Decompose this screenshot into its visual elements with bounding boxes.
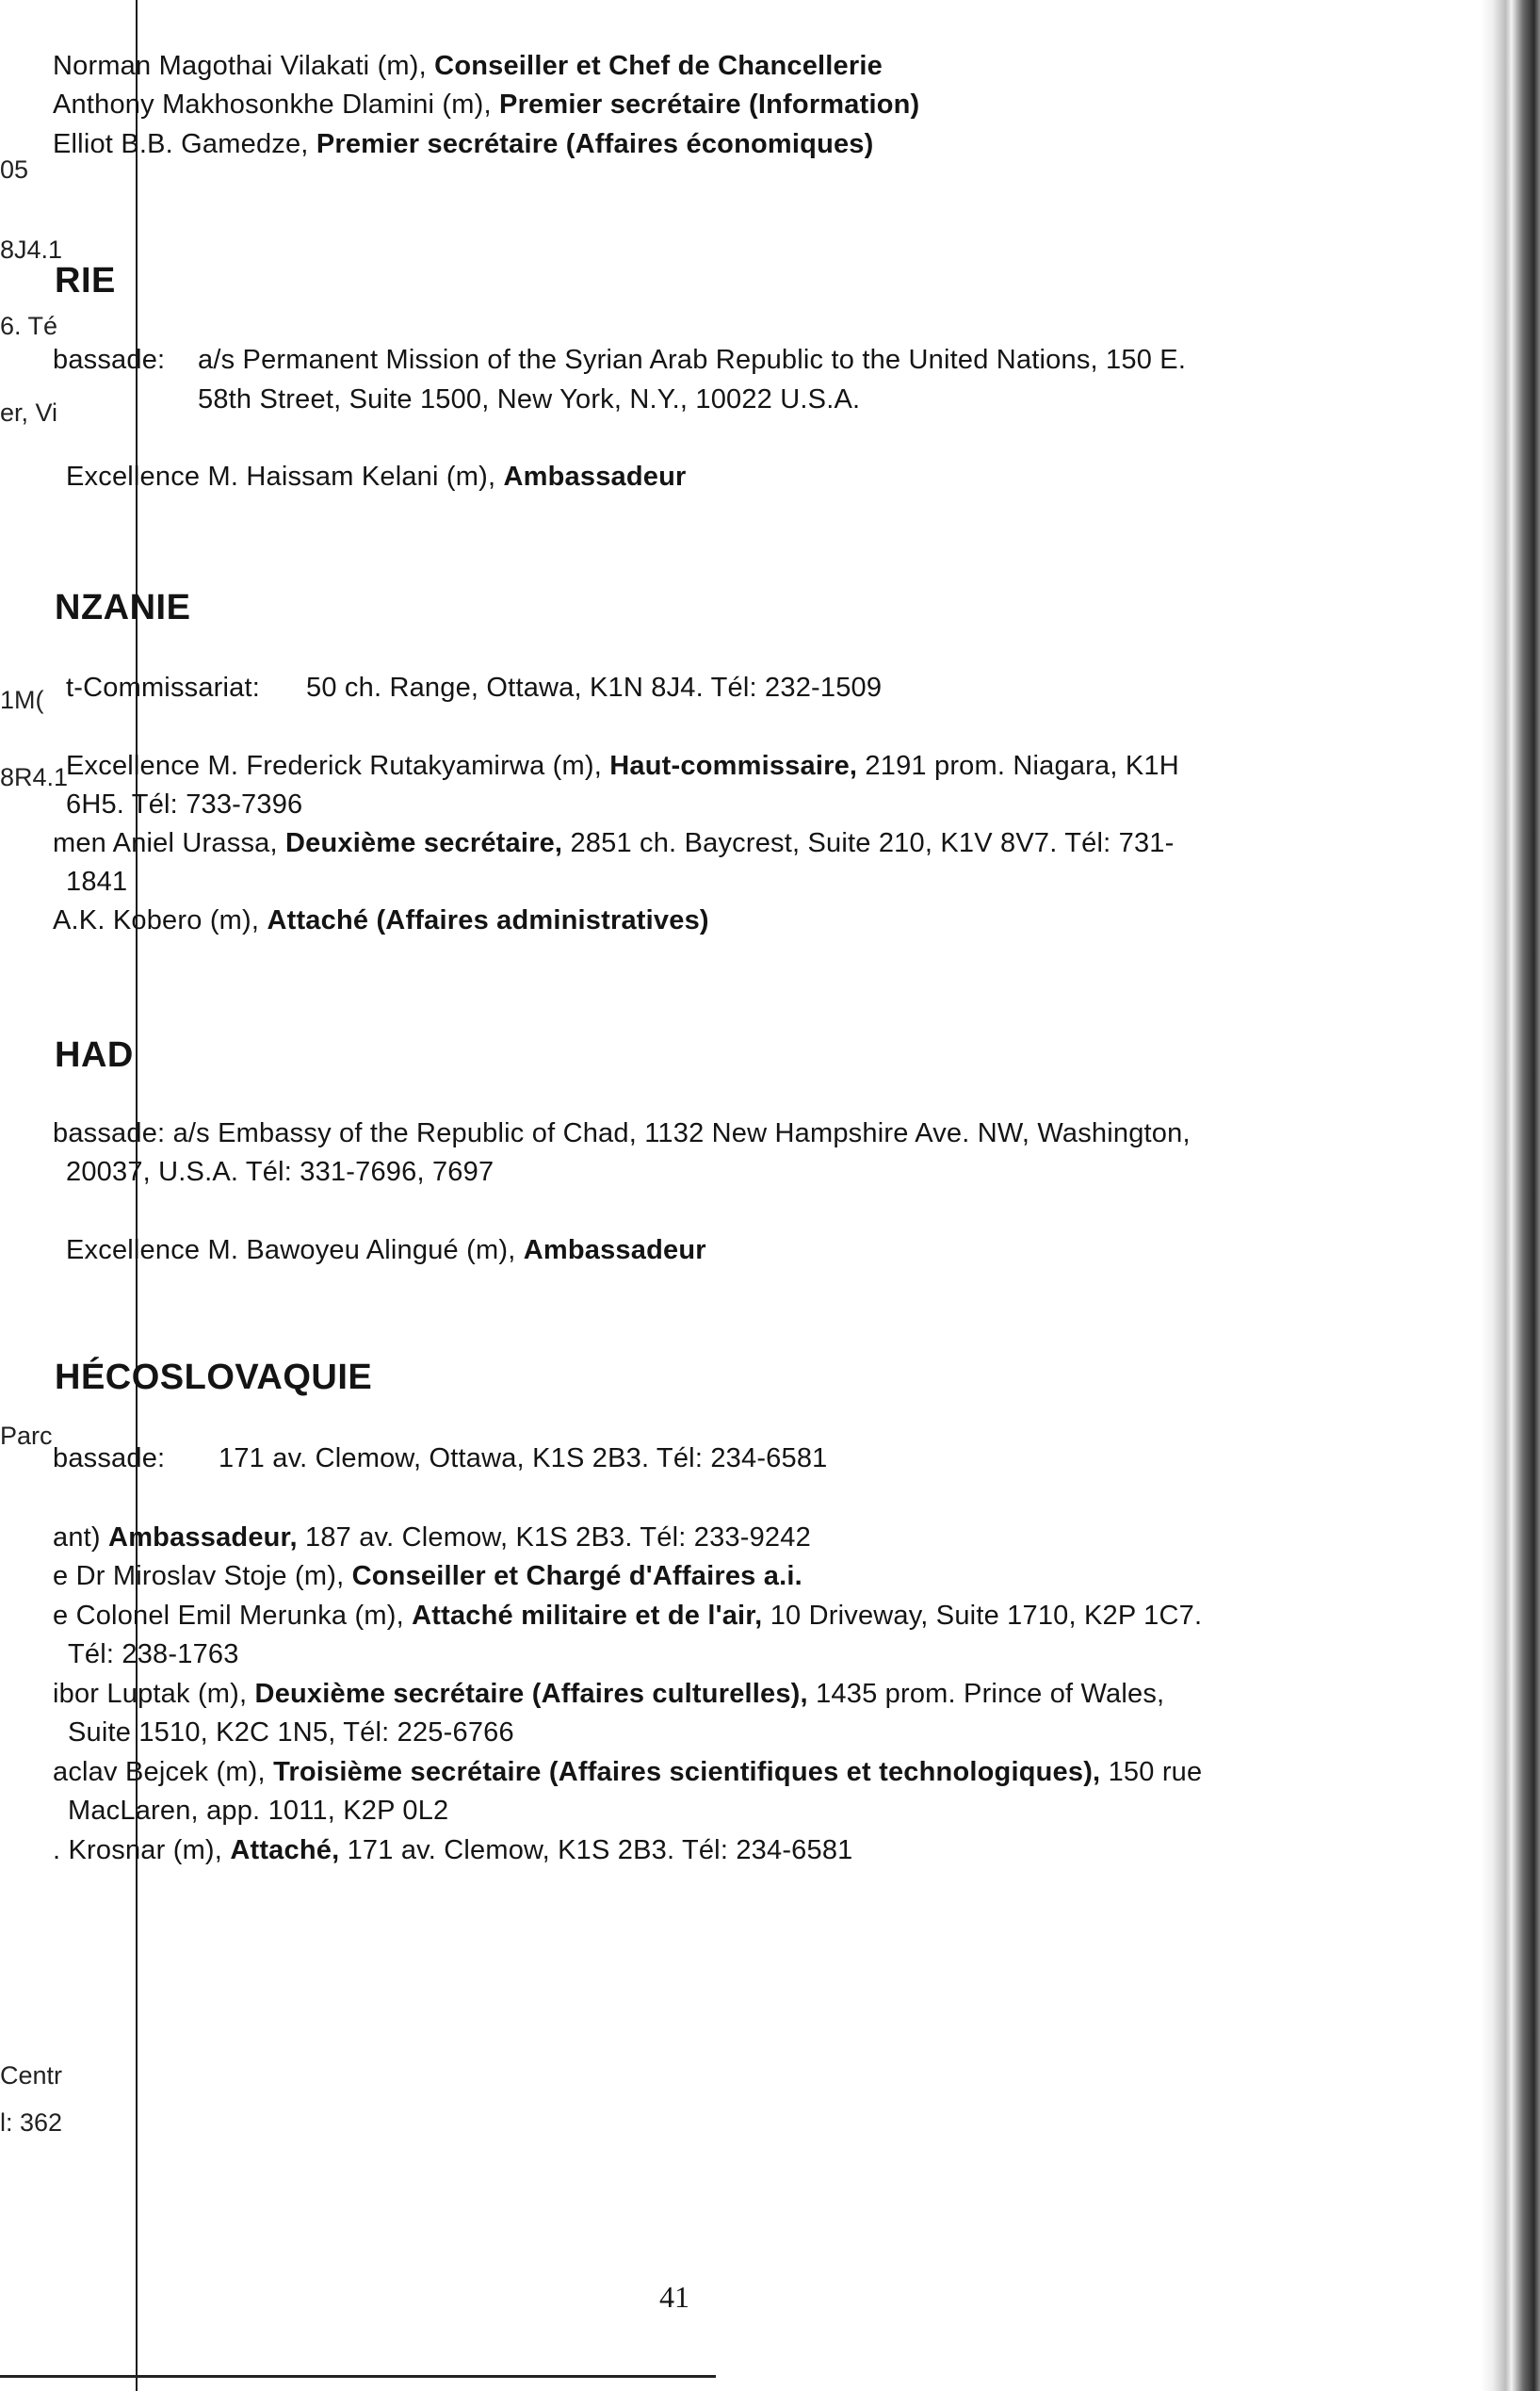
staff-line: Excellence M. Frederick Rutakyamirwa (m), Haut-commissaire, 2191 prom. Niagara, K1H bbox=[66, 751, 1179, 781]
staff-line: aclav Bejcek (m), Troisième secrétaire (Affaires scientifiques et technologiques), 150 rue bbox=[53, 1757, 1203, 1787]
bottom-rule-line bbox=[0, 2375, 716, 2378]
address-line: 50 ch. Range, Ottawa, K1N 8J4. Tél: 232-1509 bbox=[306, 673, 883, 703]
left-fragment: 8J4.1 bbox=[0, 236, 63, 264]
left-fragment: Parc bbox=[0, 1422, 53, 1450]
staff-line: Norman Magothai Vilakati (m), Conseiller et Chef de Chancellerie bbox=[53, 51, 883, 81]
left-fragment: 8R4.1 bbox=[0, 763, 69, 791]
staff-line-cont: 1841 bbox=[66, 867, 128, 897]
staff-line: Anthony Makhosonkhe Dlamini (m), Premier secrétaire (Information) bbox=[53, 89, 920, 120]
left-fragment: 05 bbox=[0, 155, 29, 184]
address-label: bassade: bbox=[53, 345, 166, 375]
address-line: a/s Permanent Mission of the Syrian Arab Republic to the United Nations, 150 E. bbox=[198, 345, 1187, 375]
staff-line: Elliot B.B. Gamedze, Premier secrétaire (Affaires économiques) bbox=[53, 129, 874, 159]
staff-line-cont: Suite 1510, K2C 1N5, Tél: 225-6766 bbox=[68, 1717, 514, 1748]
left-fragment: Centr bbox=[0, 2061, 63, 2090]
country-heading: NZANIE bbox=[55, 588, 191, 627]
page-number: 41 bbox=[659, 2280, 689, 2314]
address-line: bassade: a/s Embassy of the Republic of Chad, 1132 New Hampshire Ave. NW, Washington, bbox=[53, 1118, 1191, 1148]
head-of-mission: Excellence M. Haissam Kelani (m), Ambassadeur bbox=[66, 462, 687, 492]
staff-line: ibor Luptak (m), Deuxième secrétaire (Affaires culturelles), 1435 prom. Prince of Wales, bbox=[53, 1679, 1165, 1709]
scan-edge-shadow bbox=[1481, 0, 1540, 2391]
country-heading: HAD bbox=[55, 1035, 134, 1075]
staff-line: e Colonel Emil Merunka (m), Attaché militaire et de l'air, 10 Driveway, Suite 1710, K2P 1C7. bbox=[53, 1601, 1203, 1631]
staff-line-cont: 6H5. Tél: 733-7396 bbox=[66, 789, 303, 820]
left-fragment: 6. Té bbox=[0, 312, 58, 340]
staff-line: ant) Ambassadeur, 187 av. Clemow, K1S 2B3. Tél: 233-9242 bbox=[53, 1522, 811, 1553]
address-label: bassade: bbox=[53, 1443, 166, 1473]
address-line: 58th Street, Suite 1500, New York, N.Y., 10022 U.S.A. bbox=[198, 384, 861, 415]
staff-line: A.K. Kobero (m), Attaché (Affaires administratives) bbox=[53, 905, 709, 935]
address-label: t-Commissariat: bbox=[66, 673, 261, 703]
left-fragment: er, Vi bbox=[0, 398, 58, 427]
staff-line: . Krosnar (m), Attaché, 171 av. Clemow, K1S 2B3. Tél: 234-6581 bbox=[53, 1835, 853, 1865]
head-of-mission: Excellence M. Bawoyeu Alingué (m), Ambassadeur bbox=[66, 1235, 706, 1265]
staff-line: e Dr Miroslav Stoje (m), Conseiller et Chargé d'Affaires a.i. bbox=[53, 1561, 802, 1591]
country-heading: RIE bbox=[55, 261, 116, 301]
address-line: 20037, U.S.A. Tél: 331-7696, 7697 bbox=[66, 1157, 494, 1187]
staff-line-cont: Tél: 238-1763 bbox=[68, 1639, 239, 1669]
staff-line: men Aniel Urassa, Deuxième secrétaire, 2851 ch. Baycrest, Suite 210, K1V 8V7. Tél: 731- bbox=[53, 828, 1175, 858]
address-line: 171 av. Clemow, Ottawa, K1S 2B3. Tél: 234-6581 bbox=[219, 1443, 828, 1473]
country-heading: HÉCOSLOVAQUIE bbox=[55, 1358, 373, 1397]
staff-line-cont: MacLaren, app. 1011, K2P 0L2 bbox=[68, 1796, 449, 1826]
left-fragment: l: 362 bbox=[0, 2108, 63, 2137]
left-fragment: 1M( bbox=[0, 686, 44, 714]
